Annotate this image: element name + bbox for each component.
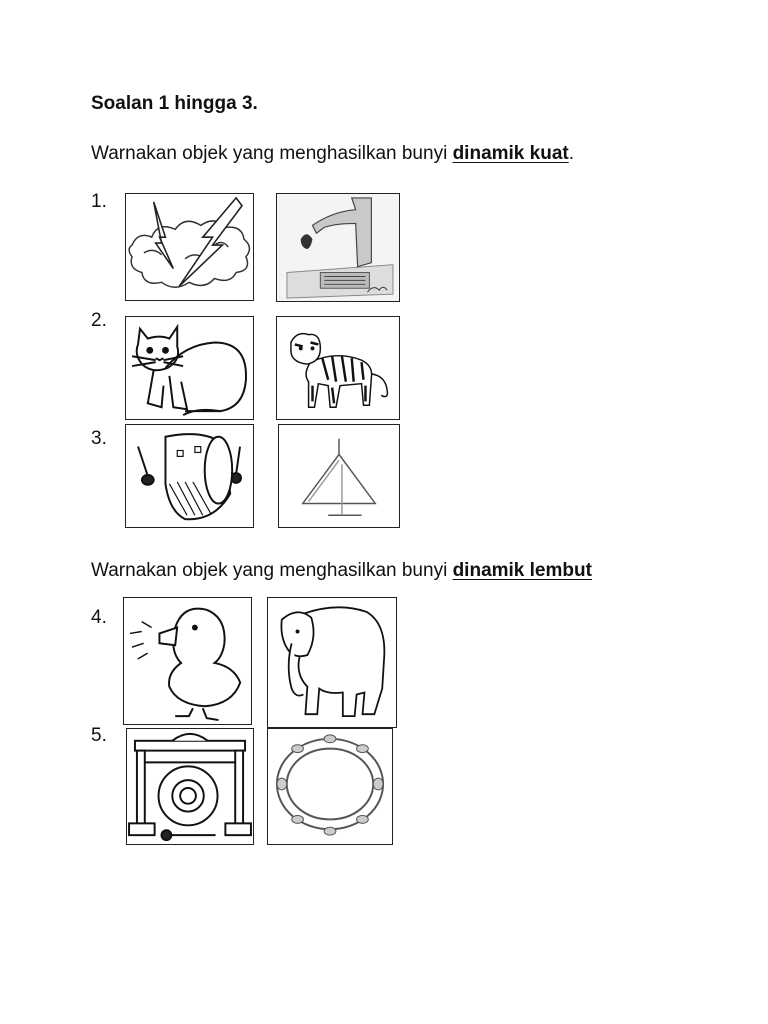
option-1a[interactable] bbox=[125, 193, 254, 301]
triangle-instrument-icon bbox=[279, 425, 399, 527]
tambourine-icon bbox=[268, 729, 392, 844]
option-3a[interactable] bbox=[125, 424, 254, 528]
lightning-cloud-icon bbox=[126, 194, 253, 300]
instruction-loud bbox=[91, 143, 574, 165]
instruction-loud-keyword: dinamik kuat bbox=[452, 143, 569, 164]
page-heading: Soalan 1 hingga 3. bbox=[91, 93, 258, 114]
instruction-soft bbox=[91, 560, 592, 582]
instruction-soft-prefix: Warnakan objek yang menghasilkan bunyi bbox=[91, 560, 453, 581]
gong-icon bbox=[127, 729, 253, 844]
option-5a[interactable] bbox=[126, 728, 254, 845]
cat-icon bbox=[126, 317, 253, 419]
chick-icon bbox=[124, 598, 251, 724]
instruction-loud-prefix: Warnakan objek yang menghasilkan bunyi bbox=[91, 143, 453, 164]
instruction-soft-keyword: dinamik lembut bbox=[452, 560, 592, 581]
question-number-5: 5. bbox=[91, 725, 107, 746]
dripping-faucet-icon bbox=[277, 194, 399, 301]
option-2b[interactable] bbox=[276, 316, 400, 420]
question-number-3: 3. bbox=[91, 428, 107, 449]
drum-icon bbox=[126, 425, 253, 527]
option-5b[interactable] bbox=[267, 728, 393, 845]
question-number-2: 2. bbox=[91, 310, 107, 331]
option-2a[interactable] bbox=[125, 316, 254, 420]
option-4a[interactable] bbox=[123, 597, 252, 725]
question-number-1: 1. bbox=[91, 191, 107, 212]
question-number-4: 4. bbox=[91, 607, 107, 628]
option-4b[interactable] bbox=[267, 597, 397, 728]
option-1b[interactable] bbox=[276, 193, 400, 302]
tiger-icon bbox=[277, 317, 399, 419]
instruction-loud-suffix: . bbox=[568, 143, 575, 164]
elephant-icon bbox=[268, 598, 396, 727]
option-3b[interactable] bbox=[278, 424, 400, 528]
